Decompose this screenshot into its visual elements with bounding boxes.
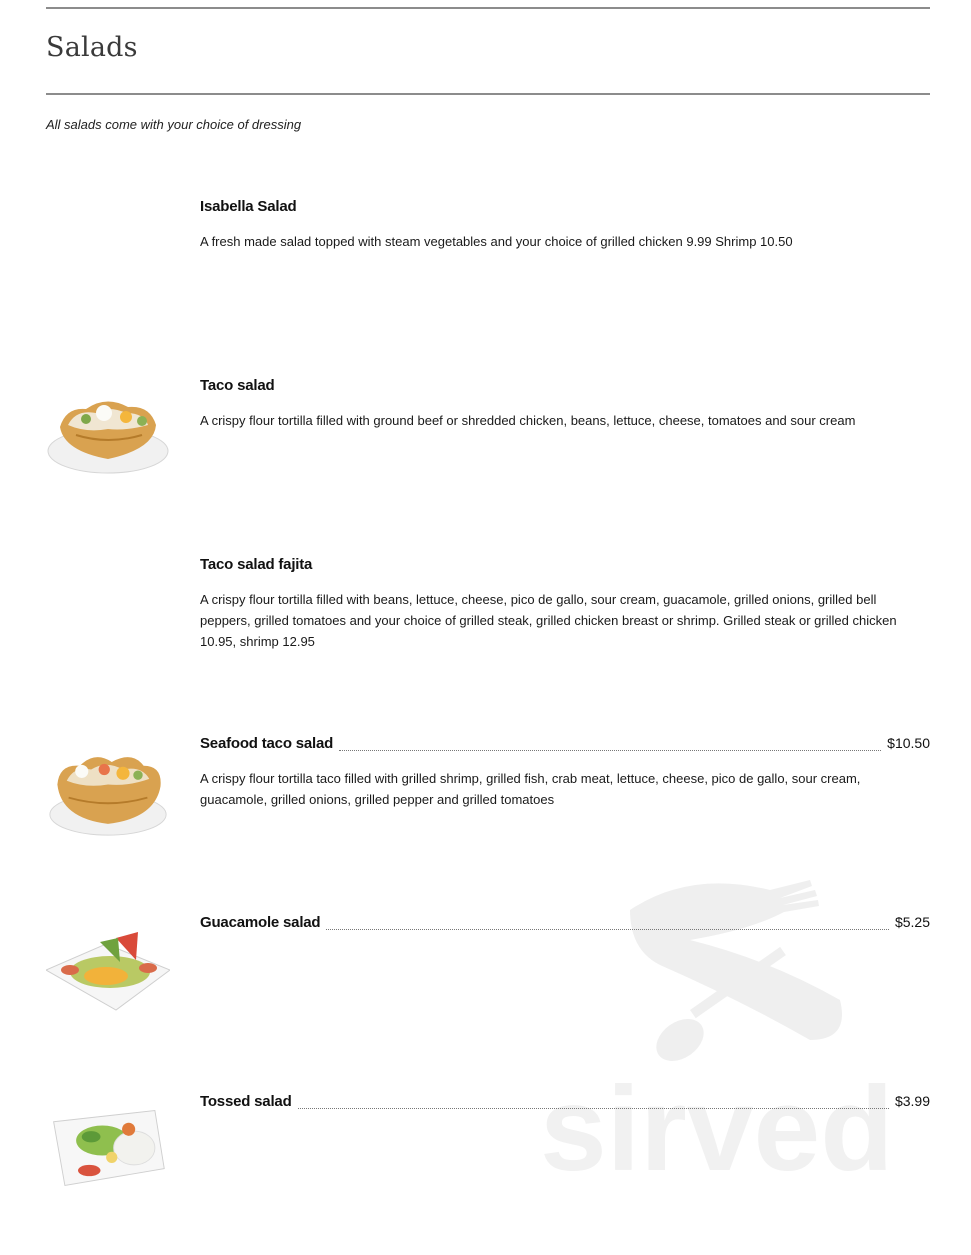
title-divider	[46, 93, 930, 95]
menu-item-price: $3.99	[894, 1093, 930, 1109]
taco-salad-photo	[46, 387, 170, 477]
menu-item-price: $5.25	[894, 914, 930, 930]
top-divider	[46, 7, 930, 9]
menu-item-description: A crispy flour tortilla filled with beans, lettuce, cheese, pico de gallo, sour cream, guacamole, grilled onions, grilled bell peppers, grilled tomatoes and your choice of grilled steak, grilled chicken breast or shrimp. Grilled steak or grilled chicken 10.95, shrimp 12.95	[200, 592, 897, 649]
tossed-salad-photo	[46, 1103, 170, 1193]
menu-item-header	[200, 735, 930, 755]
menu-item-body	[200, 1093, 930, 1113]
svg-text:sirved: sirved	[540, 1062, 894, 1190]
menu-item-name: Tossed salad	[200, 1093, 292, 1110]
menu-item-body	[200, 735, 930, 810]
menu-item-description: A crispy flour tortilla taco filled with grilled shrimp, grilled fish, crab meat, lettuce, cheese, pico de gallo, sour cream, guacamole, grilled onions, grilled pepper and grilled tomatoes	[200, 771, 861, 807]
price-leader	[298, 1108, 889, 1109]
menu-item-name: Taco salad	[200, 377, 275, 394]
menu-item-name: Taco salad fajita	[200, 556, 313, 573]
menu-item-name: Isabella Salad	[200, 198, 297, 215]
price-leader	[339, 750, 881, 751]
menu-item-name: Seafood taco salad	[200, 735, 334, 752]
menu-item-price: $10.50	[887, 735, 930, 751]
menu-item-body	[200, 556, 930, 652]
menu-item-description: A crispy flour tortilla filled with ground beef or shredded chicken, beans, lettuce, cheese, tomatoes and sour cream	[200, 413, 856, 428]
guacamole-salad-photo	[46, 926, 170, 1016]
menu-item-body	[200, 198, 930, 252]
menu-item-header	[200, 1093, 930, 1113]
menu-item-name: Guacamole salad	[200, 914, 321, 931]
menu-item-body	[200, 377, 930, 431]
sirved-watermark-logo	[540, 850, 920, 1190]
menu-item-header	[200, 914, 930, 934]
price-leader	[326, 929, 889, 930]
section-title: Salads	[46, 32, 138, 63]
menu-item-header	[200, 377, 930, 397]
menu-item-header	[200, 198, 930, 218]
menu-item-body	[200, 914, 930, 934]
seafood-taco-salad-photo	[46, 747, 170, 837]
section-note: All salads come with your choice of dressing	[46, 117, 302, 132]
menu-item-description: A fresh made salad topped with steam vegetables and your choice of grilled chicken 9.99 Shrimp 10.50	[200, 234, 793, 249]
menu-item-header	[200, 556, 930, 576]
